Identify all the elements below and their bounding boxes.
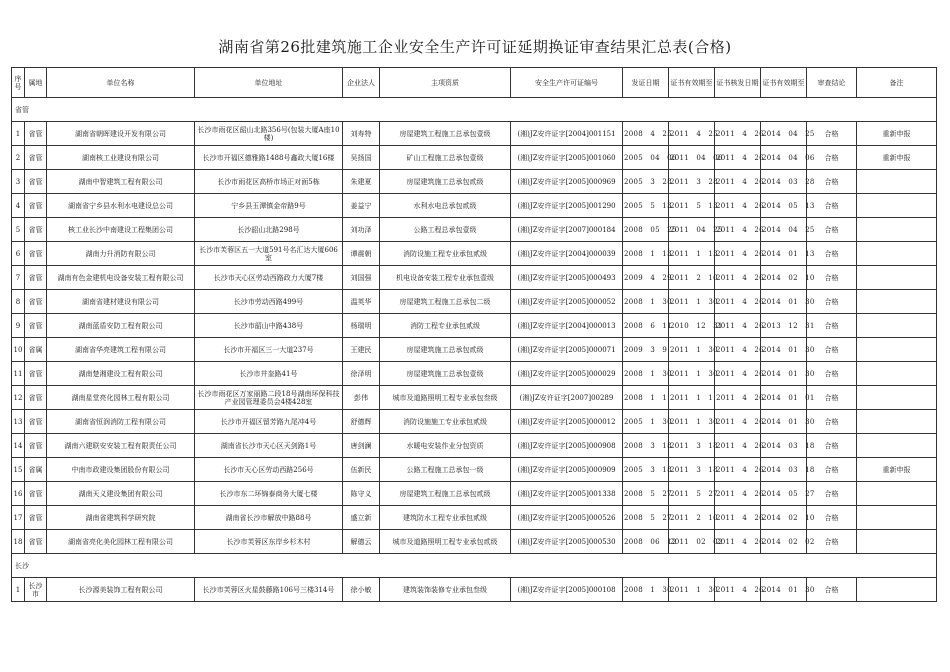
cell-d3: 2011 4 26 (715, 458, 761, 482)
table-row (12, 218, 937, 242)
cell-d2: 2011 1 30 (669, 410, 715, 434)
cell-d2: 2011 4 25 (669, 122, 715, 146)
cell-qual: 公路工程总承包壹级 (380, 218, 511, 242)
cell-area: 省管 (25, 290, 47, 314)
cell-d4: 2014 01 13 (761, 242, 807, 266)
cell-cert: (湘)JZ安许证字[2005]000908 (511, 434, 623, 458)
cell-note (857, 218, 937, 242)
cell-d2: 2011 1 30 (669, 290, 715, 314)
cell-qual: 建筑防水工程专业承包贰级 (380, 506, 511, 530)
cell-qual: 消防设施施工专业承包贰级 (380, 410, 511, 434)
cell-qual: 消防设施工程专业承包贰级 (380, 242, 511, 266)
cell-note (857, 434, 937, 458)
cell-d4: 2014 04 25 (761, 122, 807, 146)
cell-d3: 2011 4 26 (715, 578, 761, 602)
cell-d3: 2011 4 26 (715, 266, 761, 290)
cell-cert: (湘)JZ安许证字[2005]000526 (511, 506, 623, 530)
table-row (12, 506, 937, 530)
cell-area: 省管 (25, 482, 47, 506)
cell-result: 合格 (807, 170, 857, 194)
cell-legal: 唐剑澜 (343, 434, 380, 458)
cell-qual: 城市及道路照明工程专业承包叁级 (380, 386, 511, 410)
cell-result: 合格 (807, 122, 857, 146)
cell-name: 湖南省亮化美化园林工程有限公司 (47, 530, 195, 554)
cell-d3: 2011 4 26 (715, 506, 761, 530)
cell-qual: 城市及道路照明工程专业承包贰级 (380, 530, 511, 554)
cell-d1: 2008 06 12 (623, 530, 669, 554)
cell-d2: 2011 04 25 (669, 218, 715, 242)
cell-legal: 陈守义 (343, 482, 380, 506)
cell-cert: (湘)JZ安许证字[2005]000108 (511, 578, 623, 602)
cell-no: 5 (12, 218, 25, 242)
cell-name: 中南市政建设集团股份有限公司 (47, 458, 195, 482)
table-row (12, 434, 937, 458)
cell-addr: 湖南省长沙市解放中路88号 (195, 506, 343, 530)
table-row (12, 530, 937, 554)
column-header: 审查结论 (807, 68, 857, 98)
table-row (12, 242, 937, 266)
cell-d4: 2014 01 30 (761, 362, 807, 386)
column-header: 单位名称 (47, 68, 195, 98)
table-row (12, 170, 937, 194)
cell-legal: 刘国强 (343, 266, 380, 290)
cell-result: 合格 (807, 578, 857, 602)
cell-no: 1 (12, 122, 25, 146)
cell-name: 湖南六建联安安装工程有限责任公司 (47, 434, 195, 458)
cell-d1: 2008 6 11 (623, 314, 669, 338)
cell-result: 合格 (807, 338, 857, 362)
table-row (12, 194, 937, 218)
column-header: 证书有效期至 (761, 68, 807, 98)
cell-addr: 宁乡县玉潭镇金帝路9号 (195, 194, 343, 218)
cell-d2: 2011 5 27 (669, 482, 715, 506)
cell-addr: 长沙市雨花区万家丽路二段18号湖南环保科技产业园管理委员会4楼428室 (195, 386, 343, 410)
cell-d3: 2011 4 26 (715, 194, 761, 218)
cell-area: 省属 (25, 338, 47, 362)
cell-d4: 2014 01 30 (761, 290, 807, 314)
cell-name: 湖南有色金建机电设备安装工程有限公司 (47, 266, 195, 290)
cell-name: 湖南中智建筑工程有限公司 (47, 170, 195, 194)
cell-name: 湖南省华亮建筑工程有限公司 (47, 338, 195, 362)
cell-d1: 2005 04 06 (623, 146, 669, 170)
cell-note (857, 482, 937, 506)
cell-addr: 长沙市天心区劳动西路政力大厦7楼 (195, 266, 343, 290)
cell-d4: 2014 05 27 (761, 482, 807, 506)
cell-name: 湖南省宁乡县水利水电建设总公司 (47, 194, 195, 218)
cell-d4: 2014 01 30 (761, 410, 807, 434)
cell-cert: (湘)JZ安许证字[2005]000029 (511, 362, 623, 386)
cell-result: 合格 (807, 410, 857, 434)
column-header: 安全生产许可证编号 (511, 68, 623, 98)
cell-legal: 温英华 (343, 290, 380, 314)
cell-area: 省管 (25, 218, 47, 242)
cell-d1: 2008 1 30 (623, 362, 669, 386)
cell-d3: 2011 4 26 (715, 434, 761, 458)
cell-area: 长沙市 (25, 578, 47, 602)
cell-name: 湖南楚湘建设工程有限公司 (47, 362, 195, 386)
cell-no: 12 (12, 386, 25, 410)
cell-d1: 2009 3 9 (623, 338, 669, 362)
cell-d4: 2014 05 13 (761, 194, 807, 218)
cell-result: 合格 (807, 386, 857, 410)
cell-note (857, 506, 937, 530)
cell-cert: (湘)JZ安许证字[2005]001338 (511, 482, 623, 506)
cell-d4: 2014 04 06 (761, 146, 807, 170)
cell-addr: 长沙市东二环锦泰商务大厦七楼 (195, 482, 343, 506)
cell-d4: 2014 03 18 (761, 434, 807, 458)
cell-addr: 长沙市韶山中路438号 (195, 314, 343, 338)
cell-result: 合格 (807, 434, 857, 458)
cell-qual: 房屋建筑施工总承包壹级 (380, 362, 511, 386)
cell-no: 8 (12, 290, 25, 314)
cell-d3: 2011 4 26 (715, 314, 761, 338)
cell-legal: 杨瑞明 (343, 314, 380, 338)
cell-d4: 2014 01 30 (761, 338, 807, 362)
cell-no: 16 (12, 482, 25, 506)
cell-d3: 2011 4 26 (715, 146, 761, 170)
cell-area: 省管 (25, 266, 47, 290)
cell-name: 湖南省建材建设有限公司 (47, 290, 195, 314)
cell-qual: 水暖电安装作业分包资质 (380, 434, 511, 458)
cell-addr: 湖南省长沙市天心区天剑路1号 (195, 434, 343, 458)
cell-area: 省管 (25, 170, 47, 194)
cell-note: 重新申报 (857, 146, 937, 170)
cell-area: 省管 (25, 122, 47, 146)
cell-no: 13 (12, 410, 25, 434)
cell-d2: 2011 3 18 (669, 458, 715, 482)
cell-note (857, 362, 937, 386)
cell-d2: 2011 1 30 (669, 578, 715, 602)
cell-area: 省属 (25, 458, 47, 482)
cell-result: 合格 (807, 506, 857, 530)
cell-cert: (湘)JZ安许证字[2005]000530 (511, 530, 623, 554)
cell-d2: 2011 04 06 (669, 146, 715, 170)
column-header: 序号 (12, 68, 25, 98)
cell-result: 合格 (807, 362, 857, 386)
cell-qual: 建筑装饰装修专业承包叁级 (380, 578, 511, 602)
cell-note (857, 338, 937, 362)
cell-addr: 长沙市天心区劳动西路256号 (195, 458, 343, 482)
cell-addr: 长沙市井奎路41号 (195, 362, 343, 386)
column-header: 企业法人 (343, 68, 380, 98)
table-row (12, 314, 937, 338)
cell-cert: (湘)JZ安许证字[2005]000052 (511, 290, 623, 314)
cell-note (857, 266, 937, 290)
cell-no: 1 (12, 578, 25, 602)
cell-cert: (湘)JZ安许证字[2004]000013 (511, 314, 623, 338)
cell-area: 省管 (25, 434, 47, 458)
group-label: 省管 (12, 98, 937, 122)
cell-cert: (湘)JZ安许证字[2007]00289 (511, 386, 623, 410)
table-row (12, 266, 937, 290)
cell-no: 7 (12, 266, 25, 290)
cell-d3: 2011 4 26 (715, 218, 761, 242)
column-header: 证书有效期至 (669, 68, 715, 98)
cell-addr: 长沙市雨花区韶山北路356号(包装大厦A座10楼) (195, 122, 343, 146)
cell-note: 重新申报 (857, 122, 937, 146)
cell-result: 合格 (807, 314, 857, 338)
column-header: 发证日期 (623, 68, 669, 98)
cell-result: 合格 (807, 290, 857, 314)
cell-no: 4 (12, 194, 25, 218)
cell-name: 长沙源美装饰工程有限公司 (47, 578, 195, 602)
cell-d1: 2005 3 18 (623, 458, 669, 482)
table-row (12, 578, 937, 602)
cell-d4: 2014 02 02 (761, 530, 807, 554)
cell-addr: 长沙市开福区留芳路九尾冲4号 (195, 410, 343, 434)
column-header: 属地 (25, 68, 47, 98)
cell-legal: 伍新民 (343, 458, 380, 482)
cell-d4: 2013 12 31 (761, 314, 807, 338)
cell-d2: 2011 1 30 (669, 338, 715, 362)
cell-d1: 2008 5 27 (623, 482, 669, 506)
cell-addr: 长沙市芙蓉区东岸乡杉木村 (195, 530, 343, 554)
cell-legal: 谭震朝 (343, 242, 380, 266)
table-body (12, 98, 937, 602)
cell-area: 省管 (25, 530, 47, 554)
cell-name: 湖南省恒润消防工程有限公司 (47, 410, 195, 434)
cell-name: 核工业长沙中南建设工程集团公司 (47, 218, 195, 242)
cell-cert: (湘)JZ安许证字[2005]001290 (511, 194, 623, 218)
cell-d2: 2011 2 10 (669, 266, 715, 290)
column-header: 主项资质 (380, 68, 511, 98)
cell-area: 省管 (25, 146, 47, 170)
cell-result: 合格 (807, 530, 857, 554)
cell-d2: 2011 3 28 (669, 170, 715, 194)
group-row (12, 554, 937, 578)
cell-area: 省管 (25, 242, 47, 266)
cell-result: 合格 (807, 458, 857, 482)
cell-no: 18 (12, 530, 25, 554)
cell-qual: 房屋建筑施工总承包贰级 (380, 170, 511, 194)
cell-name: 湖南天义建设集团有限公司 (47, 482, 195, 506)
cell-d3: 2011 4 26 (715, 530, 761, 554)
cell-d1: 2008 1 1 (623, 386, 669, 410)
cell-d4: 2014 02 10 (761, 506, 807, 530)
cell-d3: 2011 4 26 (715, 338, 761, 362)
cell-d3: 2011 4 26 (715, 410, 761, 434)
cell-legal: 舒德辉 (343, 410, 380, 434)
table-row (12, 146, 937, 170)
cell-d3: 2011 4 26 (715, 482, 761, 506)
cell-d1: 2008 3 18 (623, 434, 669, 458)
group-label: 长沙 (12, 554, 937, 578)
cell-area: 省管 (25, 410, 47, 434)
cell-d1: 2008 1 30 (623, 578, 669, 602)
cell-addr: 长沙市芙蓉区五一大道591号名汇达大厦606室 (195, 242, 343, 266)
cell-legal: 刘寿特 (343, 122, 380, 146)
cell-qual: 房屋建筑工程施工总承包二级 (380, 290, 511, 314)
cell-d2: 2011 3 18 (669, 434, 715, 458)
cell-qual: 房屋建筑工程施工总承包贰级 (380, 482, 511, 506)
cell-no: 6 (12, 242, 25, 266)
cell-d1: 2005 5 13 (623, 194, 669, 218)
cell-cert: (湘)JZ安许证字[2007]000184 (511, 218, 623, 242)
cell-legal: 徐小敏 (343, 578, 380, 602)
cell-result: 合格 (807, 482, 857, 506)
cell-qual: 水利水电总承包贰级 (380, 194, 511, 218)
cell-cert: (湘)JZ安许证字[2005]001060 (511, 146, 623, 170)
cell-d4: 2014 01 01 (761, 386, 807, 410)
cell-d2: 2011 1 30 (669, 362, 715, 386)
cell-name: 湖南核工业建设有限公司 (47, 146, 195, 170)
table-row (12, 338, 937, 362)
cell-d3: 2011 4 26 (715, 122, 761, 146)
cell-note (857, 530, 937, 554)
cell-d1: 2008 4 25 (623, 122, 669, 146)
cell-d2: 2010 12 31 (669, 314, 715, 338)
cell-d2: 2011 2 10 (669, 506, 715, 530)
cell-cert: (湘)JZ安许证字[2005]000909 (511, 458, 623, 482)
cell-note (857, 314, 937, 338)
cell-d4: 2014 02 10 (761, 266, 807, 290)
cell-no: 15 (12, 458, 25, 482)
cell-addr: 长沙市开福区三一大道237号 (195, 338, 343, 362)
cell-d1: 2008 05 25 (623, 218, 669, 242)
table-header-row (12, 68, 937, 98)
cell-qual: 机电设备安装工程专业承包壹级 (380, 266, 511, 290)
column-header: 证书核发日期 (715, 68, 761, 98)
cell-d3: 2011 4 26 (715, 242, 761, 266)
cell-result: 合格 (807, 242, 857, 266)
cell-cert: (湘)JZ安许证字[2004]001151 (511, 122, 623, 146)
cell-legal: 王建民 (343, 338, 380, 362)
cell-d4: 2014 04 25 (761, 218, 807, 242)
cell-cert: (湘)JZ安许证字[2005]000012 (511, 410, 623, 434)
cell-no: 17 (12, 506, 25, 530)
cell-no: 10 (12, 338, 25, 362)
cell-note (857, 386, 937, 410)
cell-addr: 长沙韶山北路298号 (195, 218, 343, 242)
cell-qual: 公路工程施工总承包一级 (380, 458, 511, 482)
cell-result: 合格 (807, 218, 857, 242)
column-header: 单位地址 (195, 68, 343, 98)
cell-legal: 盛立新 (343, 506, 380, 530)
cell-legal: 姜益宁 (343, 194, 380, 218)
results-table (11, 67, 937, 602)
cell-note (857, 242, 937, 266)
cell-cert: (湘)JZ安许证字[2005]000071 (511, 338, 623, 362)
cell-note (857, 170, 937, 194)
cell-note (857, 410, 937, 434)
cell-legal: 解德云 (343, 530, 380, 554)
cell-d3: 2011 4 26 (715, 170, 761, 194)
cell-d2: 2011 5 13 (669, 194, 715, 218)
cell-legal: 徐泽明 (343, 362, 380, 386)
cell-qual: 房屋建筑工程施工总承包壹级 (380, 122, 511, 146)
group-row (12, 98, 937, 122)
table-row (12, 122, 937, 146)
cell-qual: 消防工程专业承包贰级 (380, 314, 511, 338)
table-row (12, 458, 937, 482)
cell-note (857, 578, 937, 602)
cell-d2: 2011 1 13 (669, 242, 715, 266)
cell-qual: 矿山工程施工总承包壹级 (380, 146, 511, 170)
table-row (12, 290, 937, 314)
cell-no: 9 (12, 314, 25, 338)
cell-name: 湖南星堂亮化园林工程有限公司 (47, 386, 195, 410)
table-row (12, 482, 937, 506)
cell-d3: 2011 4 26 (715, 386, 761, 410)
cell-addr: 长沙市开福区德雅路1488号鑫政大厦16楼 (195, 146, 343, 170)
cell-d4: 2014 01 30 (761, 578, 807, 602)
cell-name: 湖南蓝盾安防工程有限公司 (47, 314, 195, 338)
table-row (12, 386, 937, 410)
cell-name: 湖南省建筑科学研究院 (47, 506, 195, 530)
cell-d1: 2009 4 29 (623, 266, 669, 290)
cell-name: 湖南省朝晖建设开发有限公司 (47, 122, 195, 146)
cell-d1: 2005 3 28 (623, 170, 669, 194)
cell-note (857, 290, 937, 314)
cell-cert: (湘)JZ安许证字[2005]000493 (511, 266, 623, 290)
cell-note (857, 194, 937, 218)
cell-no: 2 (12, 146, 25, 170)
cell-addr: 长沙市芙蓉区火星鼓藤路106号三楼314号 (195, 578, 343, 602)
cell-area: 省管 (25, 194, 47, 218)
cell-d1: 2008 1 30 (623, 290, 669, 314)
cell-legal: 刘功泽 (343, 218, 380, 242)
page-title: 湖南省第26批建筑施工企业安全生产许可证延期换证审查结果汇总表(合格) (218, 38, 732, 56)
cell-d3: 2011 4 26 (715, 362, 761, 386)
cell-d2: 2011 02 02 (669, 530, 715, 554)
cell-area: 省管 (25, 314, 47, 338)
cell-no: 11 (12, 362, 25, 386)
cell-result: 合格 (807, 266, 857, 290)
cell-d1: 2005 1 30 (623, 410, 669, 434)
cell-result: 合格 (807, 146, 857, 170)
cell-no: 3 (12, 170, 25, 194)
table-row (12, 362, 937, 386)
cell-no: 14 (12, 434, 25, 458)
cell-area: 省管 (25, 506, 47, 530)
cell-legal: 彭伟 (343, 386, 380, 410)
cell-addr: 长沙市雨花区高桥市场正对面5栋 (195, 170, 343, 194)
cell-legal: 朱建夏 (343, 170, 380, 194)
cell-cert: (湘)JZ安许证字[2004]000039 (511, 242, 623, 266)
cell-note: 重新申报 (857, 458, 937, 482)
cell-name: 湖南力升消防有限公司 (47, 242, 195, 266)
cell-qual: 房屋建筑施工总承包贰级 (380, 338, 511, 362)
cell-addr: 长沙市劳动西路499号 (195, 290, 343, 314)
cell-result: 合格 (807, 194, 857, 218)
cell-d4: 2014 03 18 (761, 458, 807, 482)
cell-d4: 2014 03 28 (761, 170, 807, 194)
cell-area: 省管 (25, 362, 47, 386)
cell-legal: 吴扬国 (343, 146, 380, 170)
cell-d1: 2008 1 13 (623, 242, 669, 266)
table-row (12, 410, 937, 434)
cell-d2: 2011 1 1 (669, 386, 715, 410)
cell-area: 省管 (25, 386, 47, 410)
cell-d1: 2008 5 27 (623, 506, 669, 530)
cell-cert: (湘)JZ安许证字[2005]000969 (511, 170, 623, 194)
cell-d3: 2011 4 26 (715, 290, 761, 314)
column-header: 备注 (857, 68, 937, 98)
